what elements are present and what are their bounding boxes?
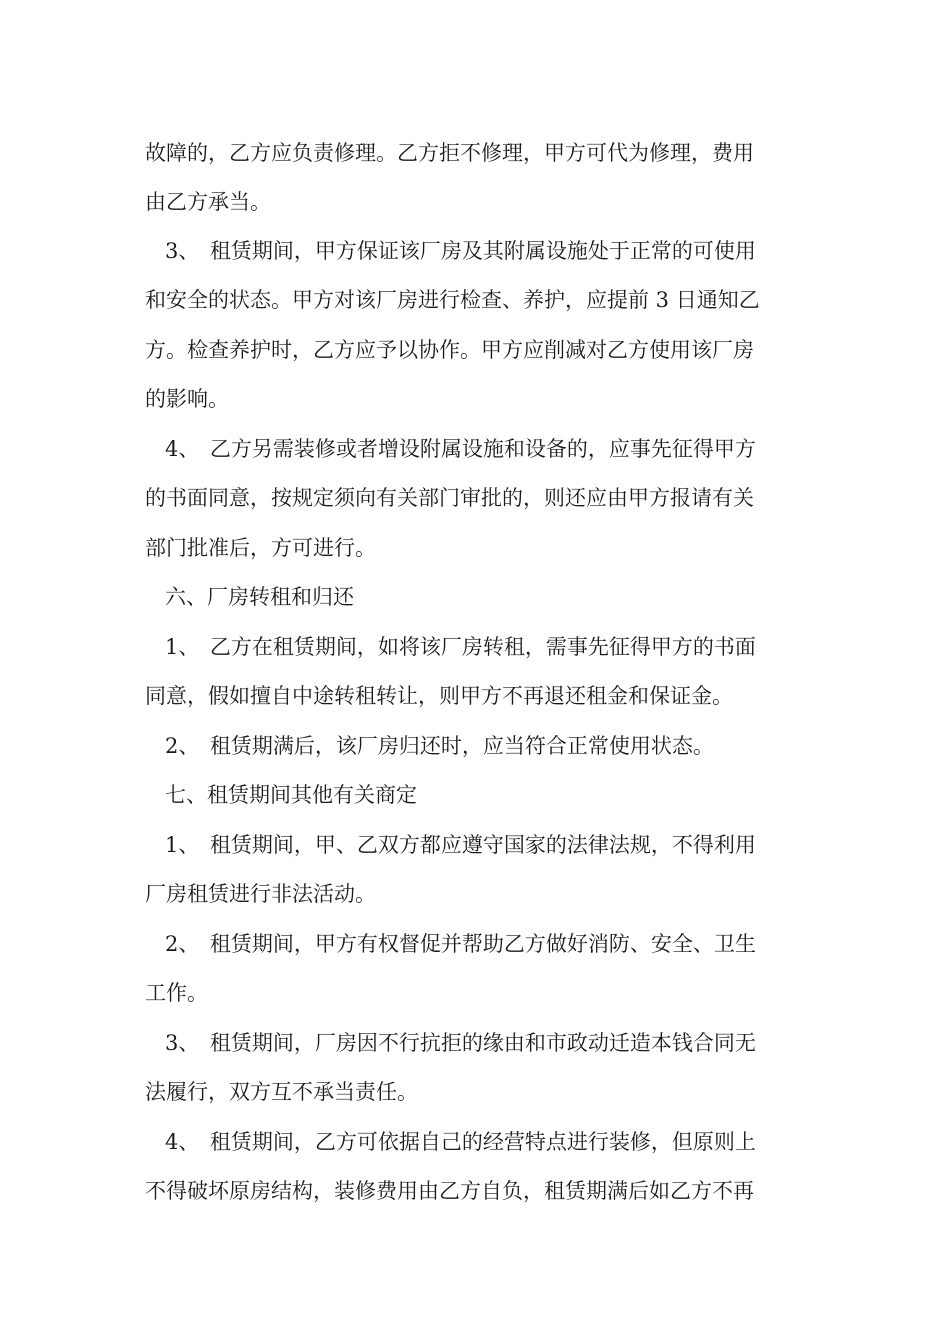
text-line-22: 不得破坏原房结构，装修费用由乙方自负，租赁期满后如乙方不再 xyxy=(145,1179,754,1203)
text-line-1: 故障的，乙方应负责修理。乙方拒不修理，甲方可代为修理，费用 xyxy=(145,141,754,165)
text-line-19: 3、 租赁期间，厂房因不行抗拒的缘由和市政动迁造本钱合同无 xyxy=(165,1031,756,1055)
text-line-5: 方。检查养护时，乙方应予以协作。甲方应削减对乙方使用该厂房 xyxy=(145,338,754,362)
text-line-17: 2、 租赁期间，甲方有权督促并帮助乙方做好消防、安全、卫生 xyxy=(165,932,756,956)
text-line-8: 的书面同意，按规定须向有关部门审批的，则还应由甲方报请有关 xyxy=(145,486,754,510)
text-line-15: 1、 租赁期间，甲、乙双方都应遵守国家的法律法规，不得利用 xyxy=(165,833,756,857)
text-line-4: 和安全的状态。甲方对该厂房进行检查、养护，应提前 3 日通知乙 xyxy=(145,288,760,312)
text-line-6: 的影响。 xyxy=(145,387,229,411)
text-line-2: 由乙方承当。 xyxy=(145,190,271,214)
text-line-21: 4、 租赁期间，乙方可依据自己的经营特点进行装修，但原则上 xyxy=(165,1130,756,1154)
text-line-13: 2、 租赁期满后，该厂房归还时，应当符合正常使用状态。 xyxy=(165,734,714,758)
text-line-11: 1、 乙方在租赁期间，如将该厂房转租，需事先征得甲方的书面 xyxy=(165,635,756,659)
text-line-16: 厂房租赁进行非法活动。 xyxy=(145,882,376,906)
text-line-3: 3、 租赁期间，甲方保证该厂房及其附属设施处于正常的可使用 xyxy=(165,239,756,263)
text-line-20: 法履行，双方互不承当责任。 xyxy=(145,1080,418,1104)
section-heading-6: 六、厂房转租和归还 xyxy=(165,585,354,609)
text-line-18: 工作。 xyxy=(145,981,208,1005)
section-heading-7: 七、租赁期间其他有关商定 xyxy=(165,783,417,807)
text-line-12: 同意，假如擅自中途转租转让，则甲方不再退还租金和保证金。 xyxy=(145,684,733,708)
text-line-7: 4、 乙方另需装修或者增设附属设施和设备的，应事先征得甲方 xyxy=(165,437,756,461)
text-line-9: 部门批准后，方可进行。 xyxy=(145,536,376,560)
